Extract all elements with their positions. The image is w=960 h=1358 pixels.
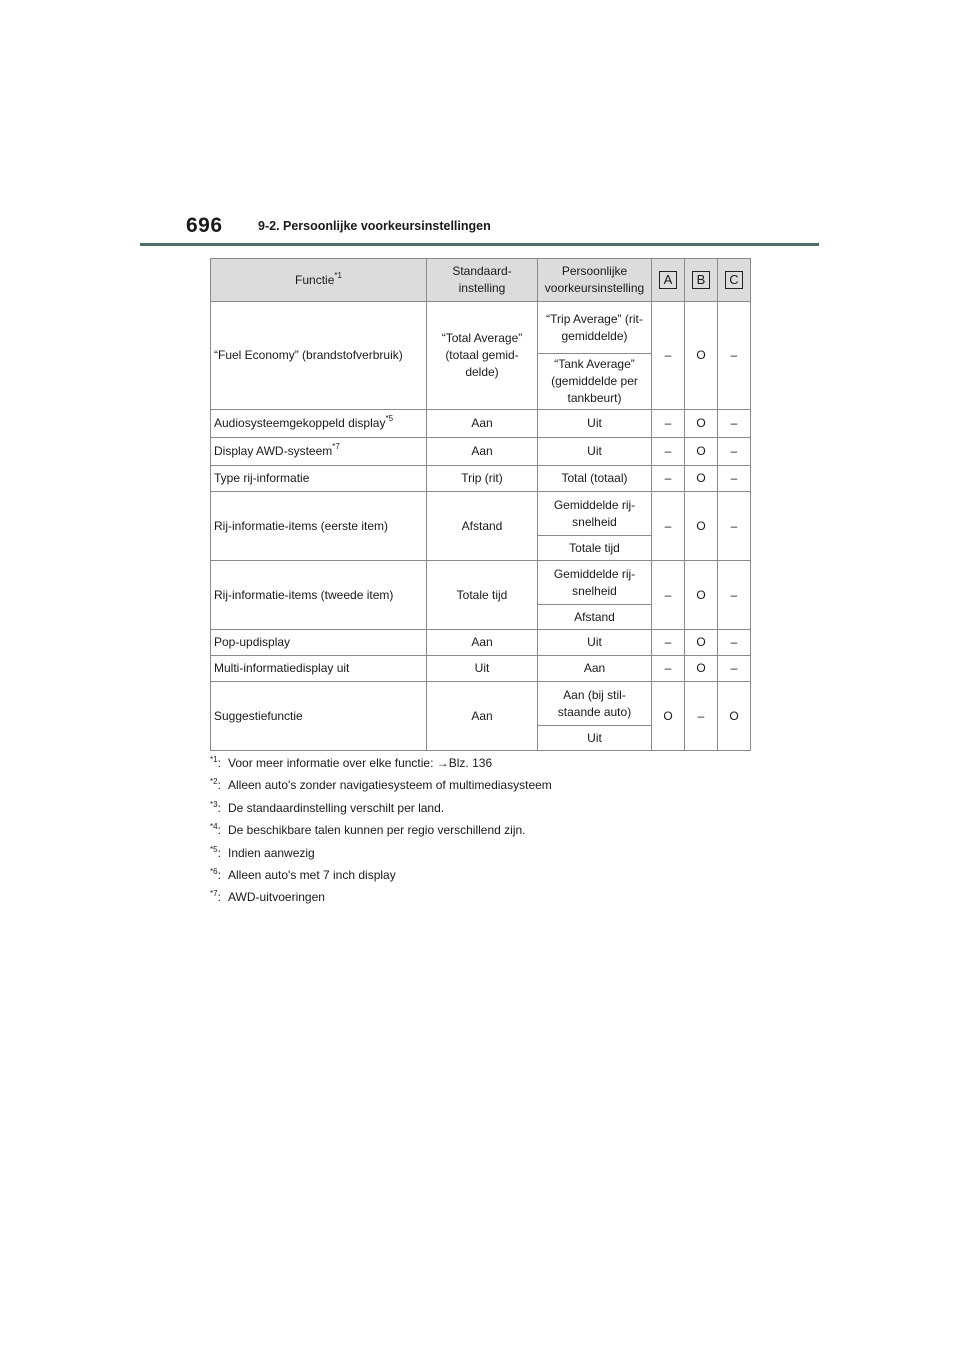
cell-custom: Afstand <box>538 605 652 630</box>
cell-column-b: O <box>685 630 718 656</box>
cell-default: Uit <box>427 656 538 682</box>
cell-column-a: – <box>652 492 685 561</box>
cell-column-b: O <box>685 492 718 561</box>
column-a-box: A <box>659 271 677 289</box>
footnote: $^{*2}$: Alleen auto's zonder navigatiesysteem of multimediasysteem <box>210 777 552 793</box>
cell-column-b: O <box>685 466 718 492</box>
cell-custom: Uit <box>538 726 652 751</box>
cell-default: Aan <box>427 630 538 656</box>
footnotes <box>210 756 770 913</box>
cell-column-a: – <box>652 561 685 630</box>
cell-column-c: – <box>718 302 751 410</box>
cell-function: Multi-informatiedisplay uit <box>211 656 427 682</box>
cell-custom: Uit <box>538 630 652 656</box>
table-row <box>211 630 751 656</box>
cell-custom: Uit <box>538 438 652 466</box>
cell-function: Audiosysteemgekoppeld display$^{*5}$ <box>211 410 427 438</box>
cell-column-c: – <box>718 630 751 656</box>
cell-default: Aan <box>427 410 538 438</box>
cell-column-a: – <box>652 302 685 410</box>
footnote: $^{*3}$: De standaardinstelling verschilt per land. <box>210 799 445 815</box>
footnote-text: Voor meer informatie over elke functie: →Blz. 136 <box>228 756 493 770</box>
page-number: 696 <box>186 214 223 237</box>
table-row <box>211 302 751 354</box>
footnote-text: De beschikbare talen kunnen per regio verschillend zijn. <box>228 823 526 838</box>
header-c <box>718 259 751 302</box>
cell-default: Aan <box>427 438 538 466</box>
cell-column-b: O <box>685 302 718 410</box>
cell-function: Rij-informatie-items (eerste item) <box>211 492 427 561</box>
header-divider <box>140 243 819 246</box>
cell-column-c: O <box>718 682 751 751</box>
cell-column-c: – <box>718 466 751 492</box>
cell-custom: “Tank Average” (gemiddelde per tankbeurt) <box>538 354 652 410</box>
header-a <box>652 259 685 302</box>
footnote-text: Indien aanwezig <box>228 845 315 860</box>
settings-table <box>210 258 751 751</box>
column-b-box: B <box>692 271 710 289</box>
cell-column-b: O <box>685 561 718 630</box>
cell-function: Rij-informatie-items (tweede item) <box>211 561 427 630</box>
section-title: 9-2. Persoonlijke voorkeursinstellingen <box>258 219 491 233</box>
table-header-row <box>211 259 751 302</box>
cell-column-c: – <box>718 492 751 561</box>
cell-default: Aan <box>427 682 538 751</box>
cell-default: Trip (rit) <box>427 466 538 492</box>
table-row <box>211 492 751 536</box>
header-b <box>685 259 718 302</box>
table-row <box>211 410 751 438</box>
footnote-text: Alleen auto's met 7 inch display <box>228 867 396 882</box>
cell-default: Afstand <box>427 492 538 561</box>
cell-column-b: O <box>685 656 718 682</box>
cell-default: Totale tijd <box>427 561 538 630</box>
cell-column-b: O <box>685 438 718 466</box>
cell-function: “Fuel Economy” (brandstofverbruik) <box>211 302 427 410</box>
cell-custom: “Trip Average” (rit- gemiddelde) <box>538 302 652 354</box>
cell-custom: Totale tijd <box>538 536 652 561</box>
cell-default: “Total Average” (totaal gemid- delde) <box>427 302 538 410</box>
table-row <box>211 438 751 466</box>
header-default: Standaard- instelling <box>427 259 538 302</box>
cell-column-a: – <box>652 410 685 438</box>
cell-function: Suggestiefunctie <box>211 682 427 751</box>
cell-column-c: – <box>718 438 751 466</box>
cell-column-a: – <box>652 656 685 682</box>
cell-column-c: – <box>718 656 751 682</box>
table-row <box>211 561 751 605</box>
cell-custom: Uit <box>538 410 652 438</box>
cell-custom: Aan <box>538 656 652 682</box>
cell-custom: Gemiddelde rij- snelheid <box>538 561 652 605</box>
table-row <box>211 466 751 492</box>
cell-column-c: – <box>718 410 751 438</box>
cell-column-a: – <box>652 630 685 656</box>
footnote: $^{*4}$: De beschikbare talen kunnen per regio verschillend zijn. <box>210 822 526 838</box>
header-custom: Persoonlijke voorkeursinstelling <box>538 259 652 302</box>
footnote: $^{*6}$: Alleen auto's met 7 inch display <box>210 866 396 882</box>
cell-column-a: O <box>652 682 685 751</box>
cell-column-b: – <box>685 682 718 751</box>
cell-column-b: O <box>685 410 718 438</box>
cell-custom: Total (totaal) <box>538 466 652 492</box>
cell-function: Pop-updisplay <box>211 630 427 656</box>
cell-function: Type rij-informatie <box>211 466 427 492</box>
footnote-text: De standaardinstelling verschilt per land. <box>228 800 445 815</box>
cell-column-a: – <box>652 466 685 492</box>
footnote-text: AWD-uitvoeringen <box>228 890 325 905</box>
footnote-text: Alleen auto's zonder navigatiesysteem of multimediasysteem <box>228 778 552 793</box>
cell-function: Display AWD-systeem$^{*7}$ <box>211 438 427 466</box>
table-body <box>211 302 751 751</box>
footnote: $^{*1}$: Voor meer informatie over elke functie: →Blz. 136 <box>210 755 493 770</box>
cell-column-a: – <box>652 438 685 466</box>
table-row <box>211 656 751 682</box>
header-function: Functie$^{*1}$ <box>211 259 427 302</box>
cell-custom: Aan (bij stil- staande auto) <box>538 682 652 726</box>
table-row <box>211 682 751 726</box>
cell-custom: Gemiddelde rij- snelheid <box>538 492 652 536</box>
cell-column-c: – <box>718 561 751 630</box>
footnote: $^{*7}$: AWD-uitvoeringen <box>210 889 325 905</box>
footnote: $^{*5}$: Indien aanwezig <box>210 844 315 860</box>
column-c-box: C <box>725 271 743 289</box>
